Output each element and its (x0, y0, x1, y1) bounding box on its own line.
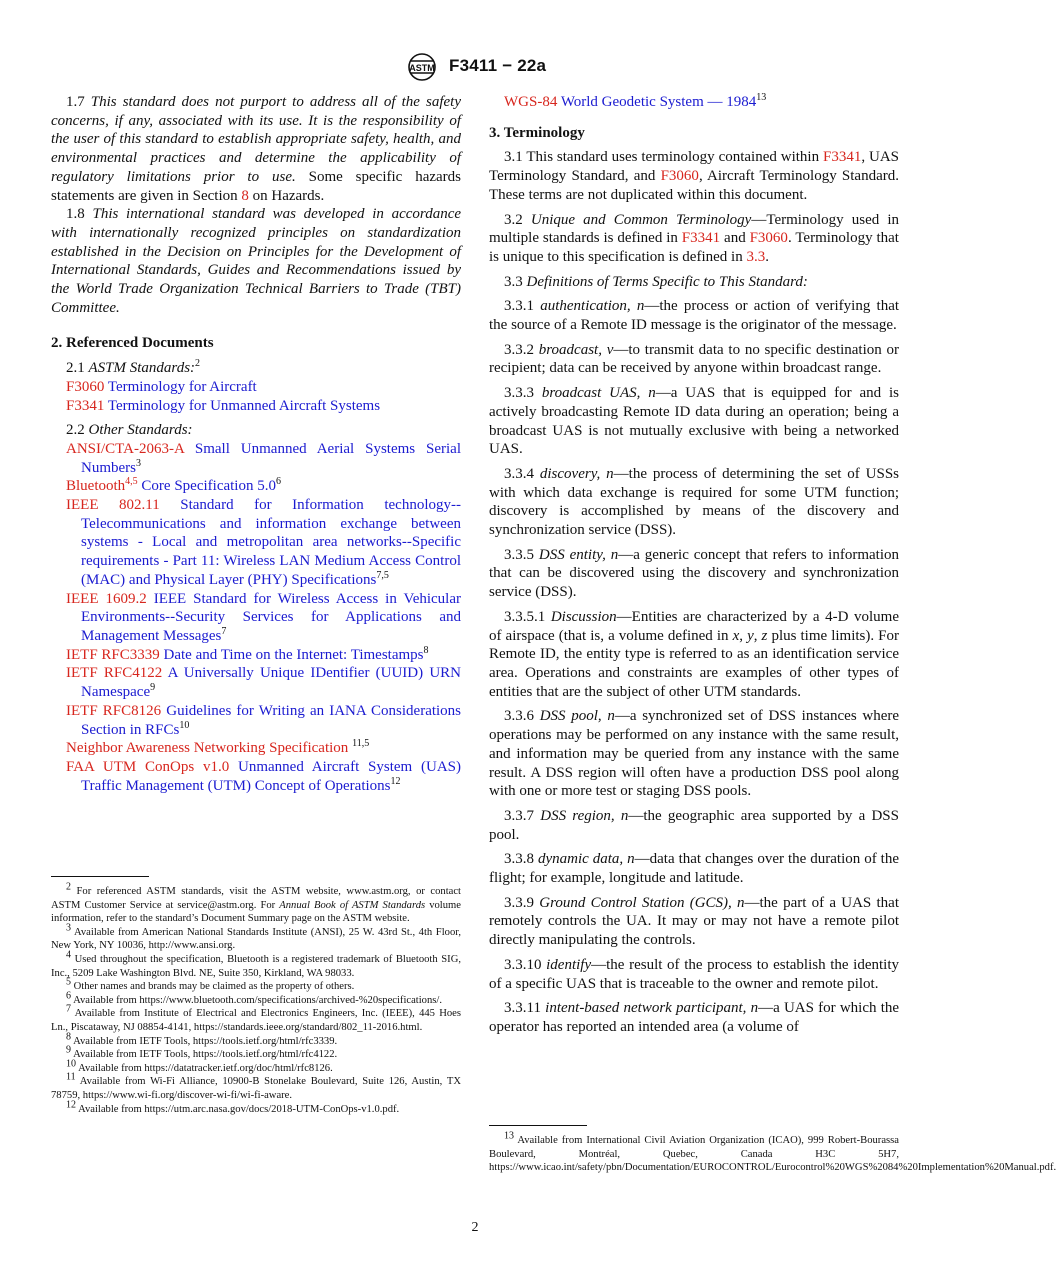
section-number: 3.3.4 (504, 465, 534, 482)
footnote-text: Used throughout the specification, Bluetooth is a registered trademark of Bluetooth SIG, Inc., 5209 Lake Washington Blvd. NE, Suite 350, Kirkland, WA 98033. (51, 953, 461, 979)
footnote-text: Available from IETF Tools, https://tools.ietf.org/html/rfc3339. (73, 1035, 338, 1047)
reference-item (66, 739, 461, 758)
term: identify (546, 956, 592, 973)
text: Some specific hazards statements are given in Section (51, 168, 461, 204)
f3060-link[interactable]: F3060 (749, 230, 788, 247)
discussion-label: Discussion (550, 608, 617, 625)
section-8-link[interactable]: 8 (241, 187, 249, 204)
astm-logo-icon (405, 52, 439, 82)
discussion-3-3-5-1 (489, 608, 899, 702)
footnote-text: Available from Institute of Electrical and Electronics Engineers, Inc. (IEEE), 445 Hoes Ln., Piscataway, NJ 08854-4141, https://standards.ieee.org/standard/802_11-2016.html. (51, 1008, 461, 1033)
footnote-item (51, 922, 461, 953)
paragraph-1-8 (51, 205, 461, 317)
term: authentication, n (540, 298, 645, 315)
term: Definitions of Terms Specific to This Standard: (526, 273, 808, 290)
definition: —the result of the process to establish the identity of a specific UAS that is traceable to the owner and remote pilot. (489, 956, 899, 992)
subsection-label: ASTM Standards: (88, 360, 196, 377)
term: dynamic data, n (537, 851, 635, 868)
reference-item (66, 702, 461, 739)
footnote-number: 7 (66, 1003, 71, 1015)
reference-item (66, 496, 461, 590)
page-number: 2 (471, 1220, 479, 1235)
reference-code[interactable]: FAA UTM ConOps v1.0 (66, 758, 230, 775)
term-definition (489, 850, 899, 887)
reference-code[interactable]: IEEE 1609.2 (66, 590, 147, 607)
footnote-ref[interactable]: 7,5 (376, 569, 389, 581)
footnote-number: 4 (66, 949, 71, 961)
footnote-item (51, 949, 461, 980)
footnote-number: 5 (66, 976, 71, 988)
footnote-item (51, 1098, 461, 1117)
section-number: 3.3.5 (504, 546, 534, 563)
section-2-title: 2. Referenced Documents (51, 335, 214, 352)
reference-code[interactable]: F3060 (66, 378, 105, 395)
reference-title[interactable]: Small Unmanned Aerial Systems Serial Numbers (81, 440, 462, 476)
reference-item (66, 664, 461, 701)
reference-title[interactable]: Terminology for Unmanned Aircraft Systems (107, 397, 381, 414)
f3341-link[interactable]: F3341 (681, 230, 721, 247)
footnote-text: Available from https://datatracker.ietf.org/doc/html/rfc8126. (78, 1062, 333, 1074)
footnote-item (51, 1003, 461, 1034)
page-header (0, 52, 950, 86)
reference-title[interactable]: Terminology for Aircraft (107, 378, 257, 395)
footnote-item (51, 1044, 461, 1062)
footnote-ref[interactable]: 8 (423, 644, 429, 656)
text: , Aircraft Terminology Standard. These terms are not duplicated within this document. (489, 168, 899, 203)
footnote-ref[interactable]: 3 (136, 457, 141, 469)
footnote-ref[interactable]: 10 (179, 719, 190, 731)
reference-title[interactable]: Date and Time on the Internet: Timestamps (163, 646, 424, 663)
reference-code[interactable]: IETF RFC4122 (66, 665, 163, 682)
reference-title[interactable]: Core Specification 5.0 (141, 478, 276, 495)
reference-code[interactable]: WGS-84 (504, 94, 558, 110)
paragraph-3-3 (489, 273, 899, 292)
reference-code[interactable]: IETF RFC3339 (66, 646, 160, 663)
footnote-item (51, 976, 461, 994)
subsection-2-2 (51, 421, 461, 440)
term-definition (489, 956, 899, 993)
footnote-number: 3 (66, 922, 71, 934)
reference-item (66, 646, 461, 665)
section-number: 1.7 (66, 94, 85, 110)
footnote-number: 6 (66, 990, 71, 1002)
footnote-ref[interactable]: 7 (221, 625, 227, 637)
term-definition (489, 999, 899, 1036)
footnote-text: Available from IETF Tools, https://tools.ietf.org/html/rfc4122. (73, 1049, 338, 1061)
reference-title[interactable]: World Geodetic System — 1984 (560, 94, 757, 110)
footnote-item (51, 881, 461, 926)
term: Ground Control Station (GCS), n (539, 894, 745, 911)
term: Unique and Common Terminology (530, 211, 752, 228)
paragraph-3-2 (489, 211, 899, 267)
footnote-number: 10 (66, 1058, 76, 1070)
f3060-link[interactable]: F3060 (660, 168, 699, 185)
reference-code[interactable]: Bluetooth (66, 478, 126, 495)
reference-code[interactable]: ANSI/CTA-2063-A (66, 440, 184, 457)
term-definition (489, 465, 899, 540)
definition: —a UAS that is equipped for and is actively broadcasting Remote ID data during an operation; being a broadcast UAS is not mutually exclusive with being a networked UAS. (489, 385, 899, 458)
document-id: F3411 − 22a (449, 56, 547, 75)
safety-statement: This standard does not purport to address all of the safety concerns, if any, associated with its use. It is the responsibility of the user of this standard to establish appropriate safety, health, and environmental practices and determine the applicability of regulatory limitations prior to use. (51, 94, 461, 185)
reference-code[interactable]: Neighbor Awareness Networking Specification (66, 740, 349, 757)
footnote-ref[interactable]: 2 (195, 358, 201, 370)
subsection-2-1 (51, 359, 461, 378)
term: broadcast, v (538, 341, 614, 358)
section-number: 3.3.1 (504, 298, 534, 315)
term-definitions (489, 291, 899, 602)
footnote-item (51, 1071, 461, 1102)
term-definition (489, 341, 899, 378)
text: plus time limits). For Remote ID, the entity type is referred to as an identification service area. Operations and constraints are examples of other types of entities that are the subject of other UTM standards. (489, 627, 900, 700)
term-definition (489, 384, 899, 459)
reference-item (66, 758, 461, 795)
reference-title[interactable]: Standard for Information technology--Telecommunications and information exchange between systems - Local and metropolitan area networks--Specific requirements - Part 11: Wireless LAN Medium Access Control (MAC) and Physical Layer (PHY) Specifications (81, 497, 461, 588)
reference-item (66, 590, 461, 646)
section-number: 1.8 (66, 206, 85, 223)
left-footnotes (51, 876, 461, 1116)
footnote-item (51, 1031, 461, 1049)
definition: —the process or action of verifying that the source of a Remote ID message is the originator of the message. (489, 298, 900, 334)
section-number: 2.2 (66, 422, 85, 439)
footnote-ref[interactable]: 4,5 (125, 476, 138, 488)
footnote-number: 12 (66, 1098, 76, 1110)
definition: —the geographic area supported by a DSS pool. (489, 807, 899, 843)
term: DSS region, n (540, 807, 629, 824)
text: , (739, 627, 748, 644)
footnote-text: volume information, refer to the standard’s Document Summary page on the ASTM website. (51, 899, 461, 925)
reference-title[interactable]: Unmanned Aircraft System (UAS) Traffic Management (UTM) Concept of Operations (81, 758, 461, 794)
section-number: 3.3.5.1 (504, 608, 546, 625)
term-definition (489, 707, 899, 801)
footnote-number: 8 (66, 1031, 71, 1042)
reference-code[interactable]: IEEE 802.11 (66, 497, 160, 514)
footnote-text: Available from https://www.bluetooth.com/specifications/archived-%20specifications/. (73, 994, 442, 1006)
term: discovery, n (539, 465, 614, 482)
text: , UAS Terminology Standard, and (489, 149, 899, 185)
definition: —a synchronized set of DSS instances where operations may be performed on any instance with the same result, and information may be queried from any instance with the same result. A DSS region will often have a production DSS pool along with one or more test or staging DSS pools. (489, 708, 899, 800)
footnote-ref[interactable]: 12 (390, 775, 401, 787)
section-number: 3.3.2 (504, 341, 534, 358)
footnote-text: Available from https://utm.arc.nasa.gov/docs/2018-UTM-ConOps-v1.0.pdf. (78, 1103, 400, 1115)
right-footnotes (489, 1125, 1056, 1175)
reference-code[interactable]: IETF RFC8126 (66, 702, 162, 719)
definition: —data that changes over the duration of the flight; for example, longitude and latitude. (489, 851, 899, 887)
footnote-number: 2 (66, 881, 71, 893)
variable: z (761, 627, 768, 644)
term-definitions-continued (489, 701, 899, 1036)
definition: —the part of a UAS that remotely controls the UA. It may or may not have a remote pilot directly manipulating the controls. (489, 894, 899, 949)
section-number: 2.1 (66, 360, 85, 377)
term: intent-based network participant, n (545, 1000, 759, 1017)
footnote-ref[interactable]: 9 (150, 682, 156, 694)
term-definition (489, 894, 899, 950)
section-number: 3.3 (504, 273, 527, 290)
footnote-ref[interactable]: 13 (756, 92, 767, 103)
reference-title[interactable]: A Universally Unique IDentifier (UUID) URN Namespace (81, 665, 461, 701)
term: DSS entity, n (538, 546, 619, 563)
variable: x (732, 627, 740, 644)
footnote-text: For referenced ASTM standards, visit the ASTM website, www.astm.org, or contact ASTM Customer Service at service@astm.org. For (51, 886, 461, 911)
term: DSS pool, n (539, 708, 615, 725)
footnote-list (51, 881, 461, 1116)
reference-code[interactable]: F3341 (66, 397, 105, 414)
text: on Hazards. (248, 187, 325, 204)
left-column (51, 93, 461, 795)
f3341-link[interactable]: F3341 (823, 149, 862, 166)
reference-item (66, 440, 461, 477)
international-standard-statement: This international standard was developed in accordance with internationally recognized principles on standardization established in the Decision on Principles for the Development of International Standards, Guides and Recommendations issued by the World Trade Organization Technical Barriers to Trade (TBT) Committee. (51, 206, 462, 316)
text: . (765, 248, 769, 265)
paragraph-3-1 (489, 148, 899, 204)
text: and (720, 230, 750, 247)
footnote-number: 11 (66, 1071, 76, 1083)
text: . Terminology that is unique to this specification is defined in (489, 230, 899, 265)
term-definition (489, 546, 899, 602)
reference-item (504, 93, 899, 112)
subsection-label: Other Standards: (88, 422, 193, 439)
other-reference-list (51, 440, 461, 795)
section-number: 3.3.8 (504, 851, 534, 868)
term: broadcast UAS, n (541, 385, 656, 402)
text: —Terminology used in multiple standards is defined in (489, 211, 900, 247)
reference-item (66, 397, 461, 416)
footnote-item (51, 1058, 461, 1076)
reference-title[interactable]: IEEE Standard for Wireless Access in Vehicular Environments--Security Services for Applications and Management Messages (81, 590, 461, 644)
reference-title[interactable]: Guidelines for Writing an IANA Considerations Section in RFCs (81, 702, 462, 738)
reference-item (66, 378, 461, 397)
footnote-item (51, 990, 461, 1008)
footnote-number: 13 (504, 1130, 514, 1142)
definition: —to transmit data to no specific destination or recipient; data can be received by anyone within broadcast range. (489, 341, 900, 377)
section-number: 3.3.11 (504, 1000, 541, 1017)
reference-item (66, 477, 461, 496)
paragraph-1-7 (51, 93, 461, 205)
text: —Entities are characterized by a 4-D volume of airspace (that is, a volume defined in (489, 608, 900, 644)
text: 3.1 This standard uses terminology contained within (504, 149, 823, 166)
definition: —a generic concept that refers to information that can be discovered using the discovery and synchronization service (DSS). (489, 546, 899, 601)
term-definition (489, 807, 899, 844)
section-number: 3.3.10 (504, 956, 542, 973)
term-definition (489, 297, 899, 334)
footnote-text: Available from Wi-Fi Alliance, 10900-B Stonelake Boulevard, Suite 126, Austin, TX 78759, https://www.wi-fi.org/discover-wi-fi/wi-fi-aware. (51, 1076, 461, 1101)
section-number: 3.3.3 (504, 385, 534, 402)
footnote-text: Available from American National Standards Institute (ANSI), 25 W. 43rd St., 4th Floor, New York, NY 10036, http://www.ansi.org. (51, 926, 461, 952)
footnote-number: 9 (66, 1044, 71, 1056)
footnote-ref[interactable]: 11,5 (352, 738, 370, 750)
footnote-text: Available from International Civil Aviation Organization (ICAO), 999 Robert-Bourassa Boulevard, Montréal, Quebec, Canada H3C 5H7, https://www.icao.int/safety/pbn/Documentation/EUROCONTROL/Eurocontrol%20WGS%2084%20Implementation%20Manual.pdf. (489, 1135, 1056, 1174)
section-number: 3.3.9 (504, 894, 534, 911)
right-column (489, 93, 899, 1037)
footnote-13 (489, 1130, 1056, 1175)
footnote-text: Other names and brands may be claimed as the property of others. (73, 981, 355, 993)
footnote-ref[interactable]: 6 (275, 476, 281, 488)
section-number: 3.2 (504, 211, 531, 228)
text: , (753, 627, 762, 644)
definition: —a UAS for which the operator has reported an intended area (a volume of (489, 1000, 900, 1035)
astm-reference-list (51, 378, 461, 415)
svg-text:ASTM: ASTM (409, 63, 435, 73)
section-3-3-link[interactable]: 3.3 (746, 248, 766, 265)
section-3-title: 3. Terminology (489, 124, 585, 141)
section-number: 3.3.7 (504, 807, 534, 824)
footnote-italic: Annual Book of ASTM Standards (279, 899, 426, 911)
variable: y (747, 627, 754, 644)
section-number: 3.3.6 (504, 708, 534, 725)
definition: —the process of determining the set of USSs with which data exchange is required for some UTM function; discovery is accomplished by means of the discovery and synchronization service (DSS). (489, 465, 899, 539)
